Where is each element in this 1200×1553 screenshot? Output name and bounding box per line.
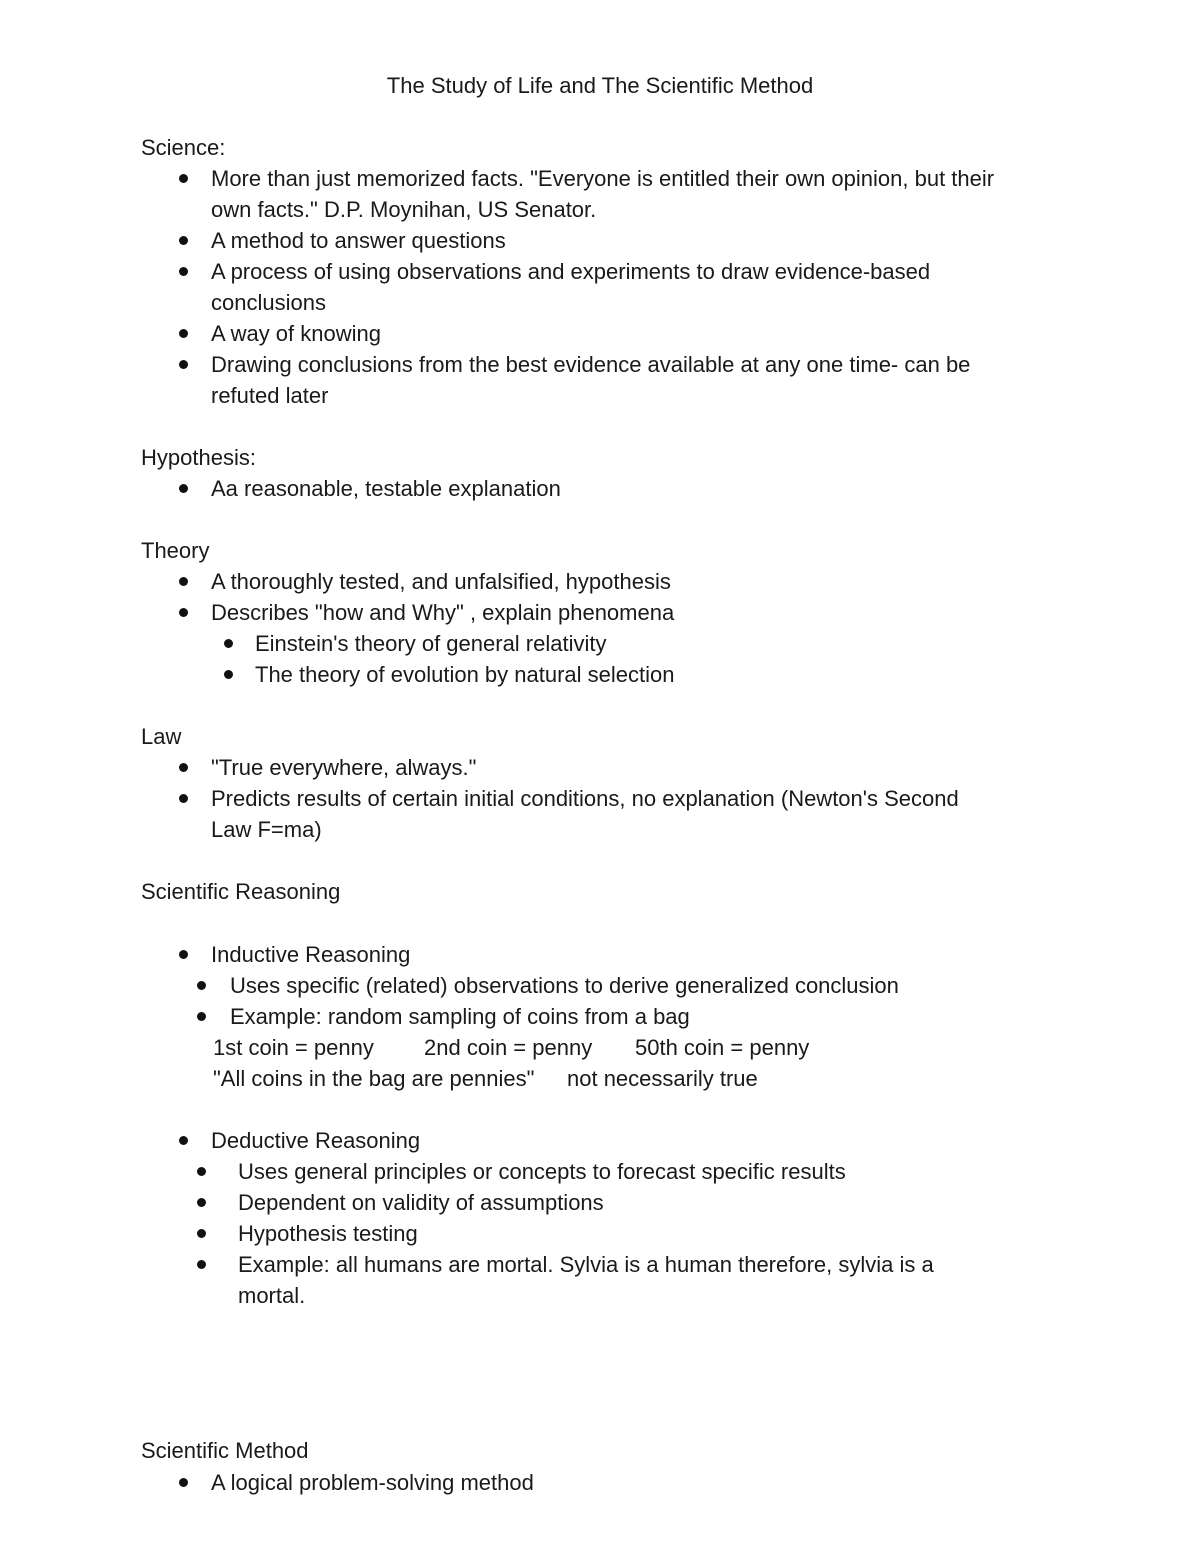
deductive-subitem-4-line-1: Example: all humans are mortal. Sylvia is a human therefore, sylvia is a [238, 1252, 934, 1277]
inductive-subitem-2: Example: random sampling of coins from a bag [230, 1004, 690, 1029]
coin-3: 50th coin = penny [635, 1035, 810, 1060]
coin-2: 2nd coin = penny [424, 1035, 593, 1060]
law-item-2-line-2: Law F=ma) [211, 817, 322, 842]
science-item-3-line-1: A process of using observations and experiments to draw evidence-based [211, 259, 931, 284]
science-item-1-line-1: More than just memorized facts. "Everyone is entitled their own opinion, but their [211, 166, 995, 191]
deductive-label: Deductive Reasoning [211, 1128, 421, 1153]
bullet-icon [224, 639, 233, 648]
bullet-icon [179, 1478, 188, 1487]
bullet-icon [179, 763, 188, 772]
bullet-icon [179, 608, 188, 617]
theory-item-2: Describes "how and Why" , explain phenomena [211, 600, 675, 625]
science-heading: Science: [141, 135, 226, 160]
science-item-3-line-2: conclusions [211, 290, 326, 315]
bullet-icon [179, 484, 188, 493]
science-item-1-line-2: own facts." D.P. Moynihan, US Senator. [211, 197, 597, 222]
bullet-icon [179, 360, 188, 369]
law-item-2-line-1: Predicts results of certain initial conditions, no explanation (Newton's Second [211, 786, 959, 811]
bullet-icon [179, 950, 188, 959]
theory-item-1: A thoroughly tested, and unfalsified, hypothesis [211, 569, 671, 594]
science-item-5-line-2: refuted later [211, 383, 329, 408]
bullet-icon [179, 329, 188, 338]
bullet-icon [179, 794, 188, 803]
hypothesis-item-1: Aa reasonable, testable explanation [211, 476, 561, 501]
deductive-subitem-3: Hypothesis testing [238, 1221, 418, 1246]
method-heading: Scientific Method [141, 1438, 309, 1463]
inductive-label: Inductive Reasoning [211, 942, 411, 967]
bullet-icon [197, 1167, 206, 1176]
theory-subitem-1: Einstein's theory of general relativity [255, 631, 607, 656]
deductive-subitem-4-line-2: mortal. [238, 1283, 306, 1308]
bullet-icon [197, 981, 206, 990]
bullet-icon [179, 267, 188, 276]
theory-subitem-2: The theory of evolution by natural selection [255, 662, 675, 687]
science-item-5-line-1: Drawing conclusions from the best evidence available at any one time- can be [211, 352, 971, 377]
page-title: The Study of Life and The Scientific Method [386, 73, 814, 98]
law-item-1: "True everywhere, always." [211, 755, 477, 780]
hypothesis-heading: Hypothesis: [141, 445, 256, 470]
bullet-icon [197, 1229, 206, 1238]
method-item-1: A logical problem-solving method [211, 1470, 534, 1495]
bullet-icon [197, 1260, 206, 1269]
law-heading: Law [141, 724, 182, 749]
deductive-subitem-1: Uses general principles or concepts to forecast specific results [238, 1159, 846, 1184]
science-item-2: A method to answer questions [211, 228, 506, 253]
coins-note: not necessarily true [567, 1066, 758, 1091]
coin-1: 1st coin = penny [213, 1035, 374, 1060]
bullet-icon [197, 1012, 206, 1021]
science-item-4: A way of knowing [211, 321, 381, 346]
bullet-icon [179, 236, 188, 245]
deductive-subitem-2: Dependent on validity of assumptions [238, 1190, 604, 1215]
bullet-icon [224, 670, 233, 679]
bullet-icon [179, 1136, 188, 1145]
coins-quote: "All coins in the bag are pennies" [213, 1066, 535, 1091]
theory-heading: Theory [141, 538, 210, 563]
bullet-icon [179, 174, 188, 183]
reasoning-heading: Scientific Reasoning [141, 879, 341, 904]
inductive-subitem-1: Uses specific (related) observations to derive generalized conclusion [230, 973, 899, 998]
bullet-icon [197, 1198, 206, 1207]
bullet-icon [179, 577, 188, 586]
